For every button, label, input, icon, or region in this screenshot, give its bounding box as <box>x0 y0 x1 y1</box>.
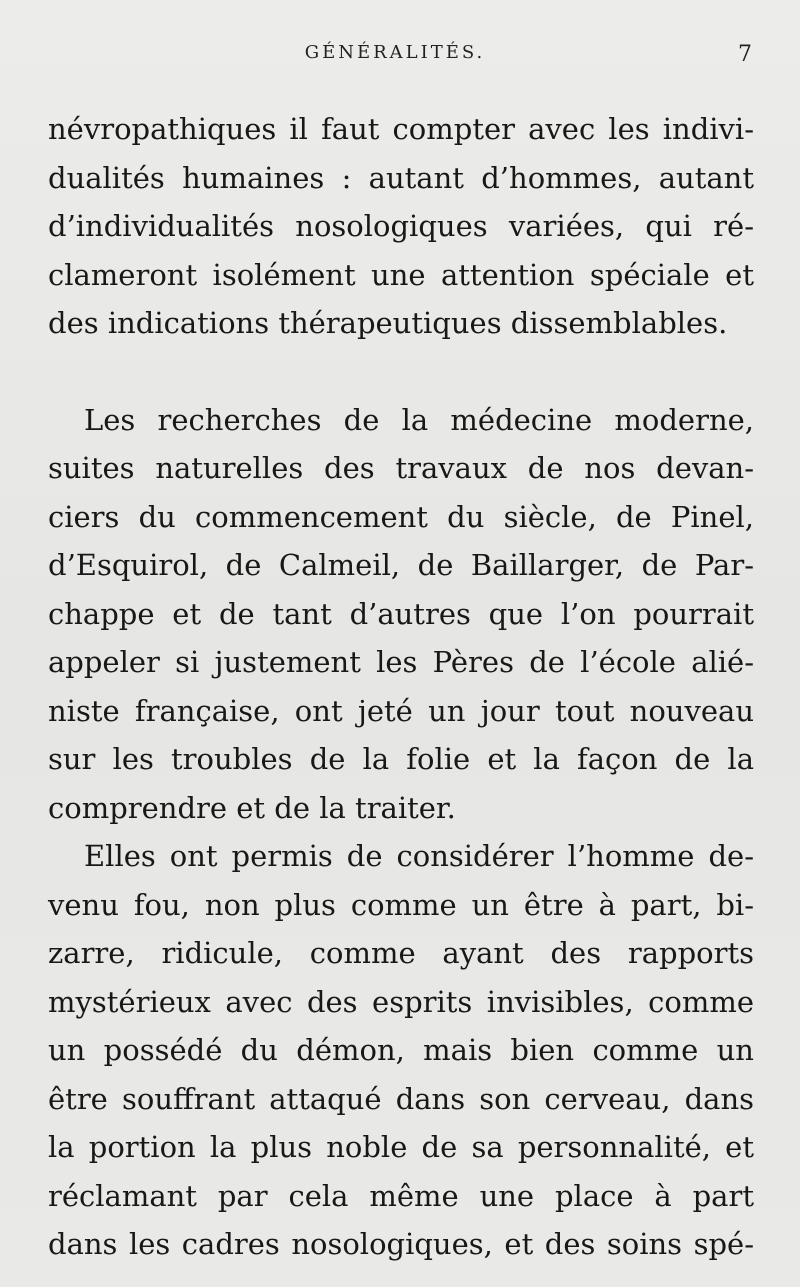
text-line: comprendre et de la traiter. <box>48 790 456 825</box>
text-line: ciers du commencement du siècle, de Pinel, <box>48 499 754 534</box>
text-line: névropathiques il faut compter avec les indivi- <box>48 112 754 146</box>
text-line: appeler si justement les Pères de l’école alié- <box>48 645 754 679</box>
running-head <box>0 42 800 72</box>
text-line: venu fou, non plus comme un être à part, bi- <box>48 887 754 922</box>
text-line: sur les troubles de la folie et la façon de la <box>48 742 754 776</box>
text-line: suites naturelles des travaux de nos devan- <box>48 451 754 485</box>
text-line: Elles ont permis de considérer l’homme de- <box>84 839 754 873</box>
text-line: être souffrant attaqué dans son cerveau, dans <box>48 1081 754 1116</box>
text-line: réclamant par cela même une place à part <box>48 1178 754 1213</box>
text-line: d’individualités nosologiques variées, qui ré- <box>48 209 754 243</box>
text-line: un possédé du démon, mais bien comme un <box>48 1033 754 1067</box>
text-line: chappe et de tant d’autres que l’on pourrait <box>48 596 754 631</box>
text-line: clameront isolément une attention spéciale et <box>48 257 754 292</box>
page-number: 7 <box>738 42 752 67</box>
paragraph <box>48 832 754 1269</box>
text-line: dualités humaines : autant d’hommes, autant <box>48 160 754 195</box>
paragraph-gap <box>48 348 754 396</box>
text-line: zarre, ridicule, comme ayant des rapports <box>48 936 754 970</box>
paragraph <box>48 105 754 348</box>
running-title: GÉNÉRALITÉS. <box>304 42 486 63</box>
text-line: niste française, ont jeté un jour tout nouveau <box>48 693 754 728</box>
paragraph <box>48 396 754 833</box>
text-line: Les recherches de la médecine moderne, <box>84 402 754 437</box>
text-line: la portion la plus noble de sa personnalité, et <box>48 1130 754 1164</box>
text-line: dans les cadres nosologiques, et des soins spé- <box>48 1227 754 1261</box>
text-line: mystérieux avec des esprits invisibles, comme <box>48 984 754 1019</box>
text-line: d’Esquirol, de Calmeil, de Baillarger, de Par- <box>48 548 754 582</box>
text-line: des indications thérapeutiques dissemblables. <box>48 306 728 340</box>
body-text <box>48 105 754 1269</box>
